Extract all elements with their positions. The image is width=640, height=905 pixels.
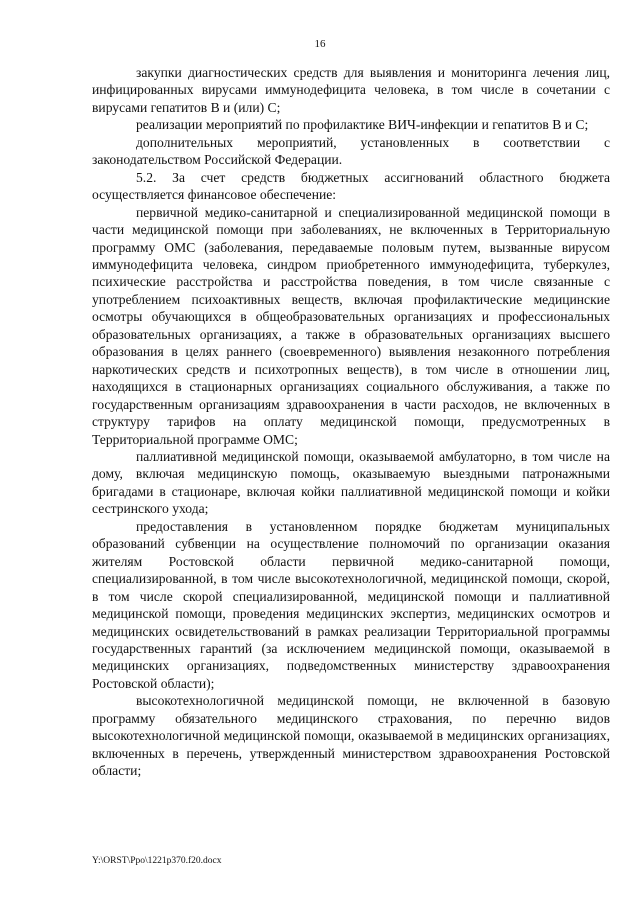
paragraph: реализации мероприятий по профилактике ВИЧ-инфекции и гепатитов В и С; — [136, 117, 589, 133]
document-body — [92, 64, 610, 780]
paragraph: высокотехнологичной медицинской помощи, не включенной в базовую программу обязательного медицинского страхования, по перечню видов высокотехнологичной медицинской помощи, оказываемой в медицинских организациях, включенных в перечень, утвержденный министерством здравоохранения Ростовской области; — [92, 693, 610, 779]
page-number: 16 — [314, 38, 326, 50]
paragraph: предоставления в установленном порядке бюджетам муниципальных образований субвенции на осуществление полномочий по организации оказания жителям Ростовской области первичной медико-санитарной помощи, специализированной, в том числе высокотехнологичной, медицинской помощи, скорой, в том числе скорой специализированной, медицинской помощи и паллиативной медицинской помощи, проведения медицинских экспертиз, медицинских осмотров и медицинских освидетельствований в рамках реализации Территориальной программы государственных гарантий (за исключением медицинской помощи, оказываемой в медицинских организациях, подведомственных министерству здравоохранения Ростовской области); — [92, 518, 610, 691]
paragraph: паллиативной медицинской помощи, оказываемой амбулаторно, в том числе на дому, включая медицинскую помощь, оказываемую выездными патронажными бригадами в стационаре, включая койки паллиативной медицинской помощи и койки сестринского ухода; — [92, 448, 610, 517]
paragraph: дополнительных мероприятий, установленных в соответствии с законодательством Российской Федерации. — [92, 134, 610, 168]
file-path-footer: Y:\ORST\Ppo\1221p370.f20.docx — [92, 856, 222, 866]
paragraph: 5.2. За счет средств бюджетных ассигнований областного бюджета осуществляется финансовое обеспечение: — [92, 169, 610, 203]
paragraph: первичной медико-санитарной и специализированной медицинской помощи в части медицинской помощи при заболеваниях, не включенных в Территориальную программу ОМС (заболевания, передаваемые половым путем, вызванные вирусом иммунодефицита человека, синдром приобретенного иммунодефицита, туберкулез, психические расстройства и расстройства поведения, в том числе связанные с употреблением психоактивных веществ, включая профилактические медицинские осмотры обучающихся в общеобразовательных организациях и профессиональных образовательных организациях, а также в образовательных организациях высшего образования в целях раннего (своевременного) выявления незаконного потребления наркотических средств и психотропных веществ), в том числе в отношении лиц, находящихся в стационарных организациях социального обслуживания, а также по государственным организациям здравоохранения в части расходов, не включенных в структуру тарифов на оплату медицинской помощи, предусмотренных в Территориальной программе ОМС; — [92, 204, 610, 447]
paragraph: закупки диагностических средств для выявления и мониторинга лечения лиц, инфицированных вирусами иммунодефицита человека, в том числе в сочетании с вирусами гепатитов В и (или) С; — [92, 65, 610, 115]
